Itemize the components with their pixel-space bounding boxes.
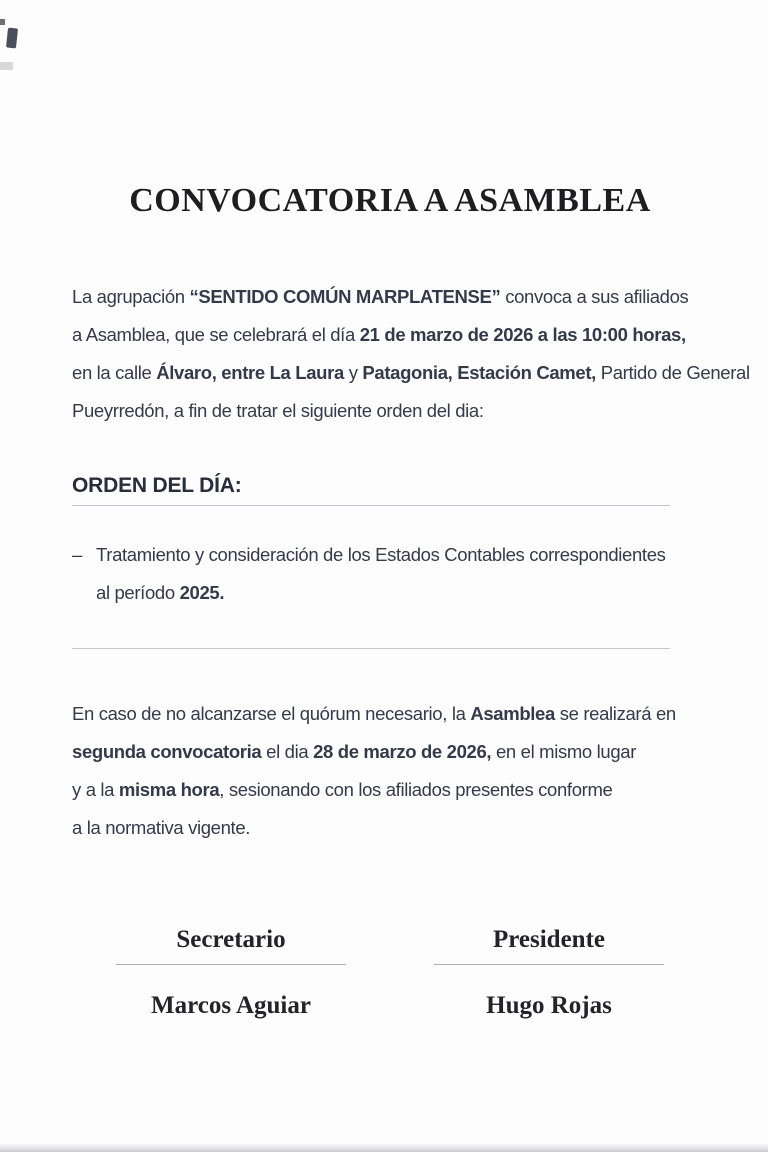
dash-bullet: – bbox=[72, 544, 83, 565]
signature-name: Marcos Aguiar bbox=[151, 992, 311, 1019]
scan-artifact bbox=[0, 1143, 768, 1152]
scan-artifact bbox=[0, 62, 13, 70]
signature-name: Hugo Rojas bbox=[486, 992, 612, 1019]
scan-artifact bbox=[6, 28, 18, 49]
signature-president bbox=[390, 925, 708, 1021]
document-content bbox=[72, 0, 750, 1021]
agenda-item bbox=[72, 536, 708, 612]
scan-artifact bbox=[0, 19, 5, 25]
intro-paragraph: La agrupación “SENTIDO COMÚN MARPLATENSE” convoca a sus afiliados a Asamblea, que se celebrará el día 21 de marzo de 2026 a las 10:00 horas, en la calle Álvaro, entre La Laura y Patagonia, Estación Camet, Partido de General Pueyrredón, a fin de tratar el siguiente orden del dia: bbox=[72, 286, 750, 421]
divider bbox=[72, 505, 670, 506]
agenda-item-text: Tratamiento y consideración de los Estados Contables correspondientes al período 2025. bbox=[96, 544, 666, 603]
agenda-heading: ORDEN DEL DÍA: bbox=[72, 474, 242, 497]
signature-line bbox=[434, 964, 664, 965]
signature-secretary bbox=[72, 925, 390, 1021]
second-call-paragraph: En caso de no alcanzarse el quórum necesario, la Asamblea se realizará en segunda convocatoria el dia 28 de marzo de 2026, en el mismo lugar y a la misma hora, sesionando con los afiliados presentes conforme a la normativa vigente. bbox=[72, 703, 676, 838]
signature-line bbox=[116, 964, 346, 965]
signature-role-label: Presidente bbox=[492, 926, 605, 953]
document-title: CONVOCATORIA A ASAMBLEA bbox=[129, 182, 651, 219]
signature-role-label: Secretario bbox=[176, 926, 286, 953]
divider bbox=[72, 648, 670, 649]
signature-block bbox=[72, 925, 708, 1021]
